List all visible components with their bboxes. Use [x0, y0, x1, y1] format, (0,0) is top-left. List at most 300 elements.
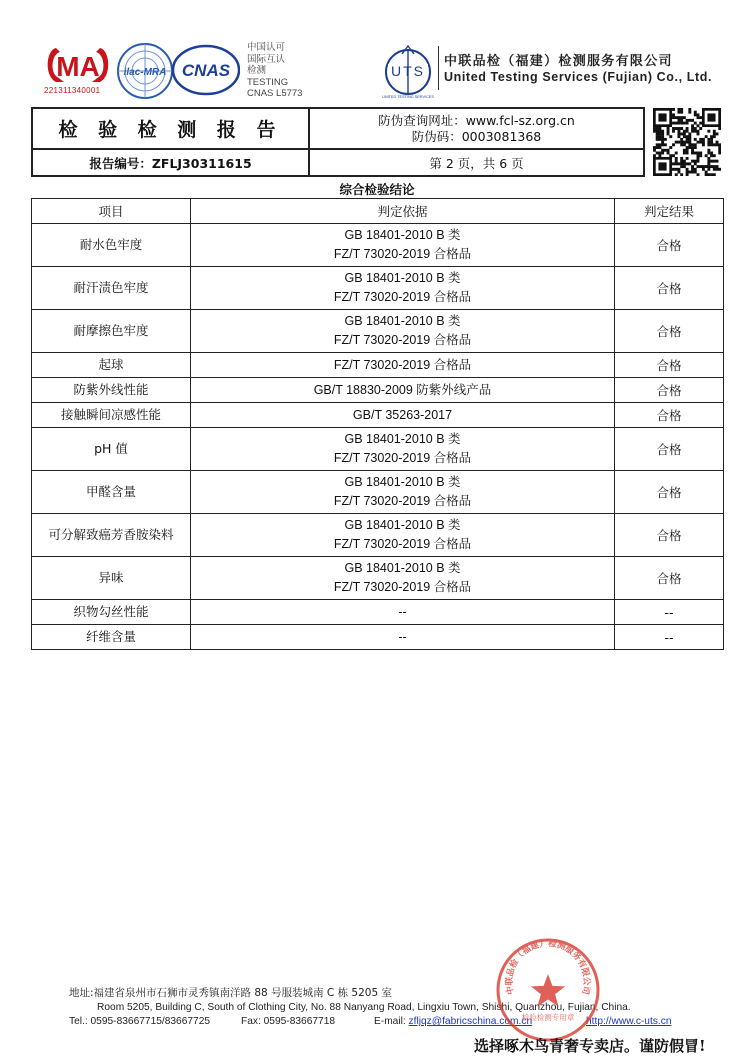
qr-module: [686, 138, 689, 141]
cnas-logo-text: CNAS: [181, 61, 231, 80]
qr-module: [675, 141, 678, 144]
table-row: [32, 403, 724, 428]
stamp-star-icon: [531, 974, 565, 1007]
qr-module: [697, 113, 700, 116]
qr-module: [688, 146, 691, 149]
row-item: 接触瞬间凉感性能: [32, 403, 191, 428]
basis-line: GB 18401-2010 B 类: [344, 271, 461, 285]
qr-module: [683, 130, 686, 133]
qr-module: [661, 132, 664, 135]
qr-module: [680, 160, 683, 163]
qr-module: [710, 152, 713, 155]
qr-module: [686, 122, 689, 125]
row-basis: [191, 378, 615, 403]
row-basis: [191, 267, 615, 310]
company-name-cn: 中联品检（福建）检测服务有限公司: [444, 54, 673, 69]
table-row: [32, 600, 724, 625]
qr-module: [672, 116, 675, 119]
row-result: 合格: [615, 353, 724, 378]
qr-module: [707, 173, 710, 176]
qr-module: [672, 127, 675, 130]
qr-module: [710, 141, 713, 144]
row-item: 可分解致癌芳香胺染料: [32, 514, 191, 557]
cnas-caption-line: 中国认可: [247, 42, 286, 53]
table-row: [32, 625, 724, 650]
row-item: 起球: [32, 353, 191, 378]
qr-module: [656, 127, 659, 130]
qr-module: [705, 135, 708, 138]
qr-module: [658, 152, 661, 155]
qr-module: [664, 143, 667, 146]
qr-module: [694, 122, 697, 125]
qr-module: [691, 130, 694, 133]
column-header-item: 项目: [32, 199, 191, 224]
qr-finder-pattern: [658, 113, 666, 121]
qr-module: [658, 130, 661, 133]
qr-module: [667, 130, 670, 133]
qr-module: [713, 132, 716, 135]
qr-module: [713, 154, 716, 157]
qr-module: [718, 143, 721, 146]
email-link[interactable]: zfljqz@fabricschina.com.cn: [408, 1016, 533, 1027]
basis-line: --: [398, 604, 407, 619]
qr-module: [710, 160, 713, 163]
qr-module: [699, 116, 702, 119]
column-header-result: 判定结果: [615, 199, 724, 224]
qr-module: [677, 171, 680, 174]
qr-module: [707, 168, 710, 171]
qr-module: [699, 152, 702, 155]
qr-module: [710, 143, 713, 146]
qr-module: [658, 154, 661, 157]
basis-line: GB 18401-2010 B 类: [344, 475, 461, 489]
qr-module: [699, 141, 702, 144]
row-basis: [191, 600, 615, 625]
qr-module: [702, 168, 705, 171]
qr-module: [653, 154, 656, 157]
qr-code-icon[interactable]: [653, 108, 721, 176]
row-basis: [191, 353, 615, 378]
qr-module: [680, 132, 683, 135]
qr-module: [686, 157, 689, 160]
qr-module: [683, 160, 686, 163]
qr-module: [691, 119, 694, 122]
qr-module: [699, 138, 702, 141]
qr-module: [683, 165, 686, 168]
qr-module: [686, 141, 689, 144]
qr-module: [705, 165, 708, 168]
qr-module: [688, 119, 691, 122]
qr-module: [672, 113, 675, 116]
table-header-row: [32, 199, 724, 224]
qr-module: [686, 146, 689, 149]
qr-module: [713, 160, 716, 163]
basis-line: GB 18401-2010 B 类: [344, 561, 461, 575]
qr-module: [683, 162, 686, 165]
qr-module: [686, 173, 689, 176]
verify-website: 防伪查询网址：www.fcl-sz.org.cn: [378, 113, 575, 128]
table-row: [32, 224, 724, 267]
qr-module: [713, 173, 716, 176]
qr-module: [683, 152, 686, 155]
qr-module: [677, 127, 680, 130]
qr-module: [713, 130, 716, 133]
row-basis: [191, 514, 615, 557]
ilac-mra-logo: [116, 42, 174, 100]
basis-line: GB 18401-2010 B 类: [344, 314, 461, 328]
row-result: 合格: [615, 378, 724, 403]
qr-module: [707, 157, 710, 160]
qr-module: [697, 160, 700, 163]
qr-module: [710, 154, 713, 157]
qr-module: [718, 149, 721, 152]
qr-module: [694, 138, 697, 141]
qr-module: [680, 116, 683, 119]
qr-module: [664, 149, 667, 152]
qr-module: [716, 160, 719, 163]
qr-module: [680, 165, 683, 168]
qr-module: [691, 160, 694, 163]
qr-module: [658, 143, 661, 146]
basis-line: FZ/T 73020-2019 合格品: [333, 357, 472, 372]
basis-line: FZ/T 73020-2019 合格品: [333, 451, 472, 465]
qr-module: [705, 171, 708, 174]
qr-module: [680, 141, 683, 144]
cnas-logo: [172, 44, 240, 96]
qr-module: [707, 143, 710, 146]
qr-module: [688, 108, 691, 111]
qr-module: [688, 111, 691, 114]
row-result: 合格: [615, 403, 724, 428]
row-item: 甲醛含量: [32, 471, 191, 514]
qr-module: [672, 108, 675, 111]
qr-module: [702, 138, 705, 141]
qr-module: [713, 143, 716, 146]
report-title-box: [31, 107, 645, 177]
row-item: 耐汗渍色牢度: [32, 267, 191, 310]
row-result: 合格: [615, 428, 724, 471]
qr-module: [683, 143, 686, 146]
qr-module: [713, 165, 716, 168]
row-result: 合格: [615, 557, 724, 600]
section-title: 综合检验结论: [339, 182, 415, 197]
qr-module: [686, 168, 689, 171]
qr-module: [677, 116, 680, 119]
qr-module: [658, 138, 661, 141]
table-row: [32, 428, 724, 471]
basis-line: FZ/T 73020-2019 合格品: [333, 290, 472, 304]
row-item: 防紫外线性能: [32, 378, 191, 403]
qr-module: [677, 168, 680, 171]
shop-watermark: 选择啄木鸟青奢专卖店。谨防假冒!: [474, 1037, 706, 1055]
qr-module: [710, 173, 713, 176]
qr-module: [705, 154, 708, 157]
qr-module: [675, 116, 678, 119]
qr-module: [658, 132, 661, 135]
qr-module: [705, 173, 708, 176]
qr-module: [697, 152, 700, 155]
cnas-caption: [247, 42, 302, 100]
qr-module: [688, 141, 691, 144]
row-basis: [191, 428, 615, 471]
qr-module: [713, 135, 716, 138]
qr-module: [707, 152, 710, 155]
cma-logo-text: MA: [56, 51, 100, 82]
footer-fax: Fax: 0595-83667718: [241, 1016, 336, 1027]
qr-module: [656, 152, 659, 155]
qr-module: [680, 173, 683, 176]
qr-module: [675, 127, 678, 130]
email-label: E-mail:: [374, 1016, 406, 1027]
qr-module: [710, 165, 713, 168]
qr-module: [656, 138, 659, 141]
company-name-en: United Testing Services (Fujian) Co., Ltd.: [444, 70, 713, 84]
qr-module: [653, 149, 656, 152]
qr-module: [691, 127, 694, 130]
row-item: 织物勾丝性能: [32, 600, 191, 625]
qr-module: [677, 132, 680, 135]
qr-module: [694, 146, 697, 149]
qr-module: [672, 130, 675, 133]
qr-module: [680, 122, 683, 125]
footer-address-en: Room 5205, Building C, South of Clothing City, No. 88 Nanyang Road, Lingxiu Town, Shishi, Quanzhou, Fujian, China.: [97, 1002, 631, 1013]
qr-module: [656, 146, 659, 149]
qr-module: [713, 168, 716, 171]
table-row: [32, 471, 724, 514]
basis-line: FZ/T 73020-2019 合格品: [333, 494, 472, 508]
qr-module: [691, 149, 694, 152]
qr-module: [716, 168, 719, 171]
qr-module: [675, 162, 678, 165]
qr-module: [656, 143, 659, 146]
qr-module: [680, 143, 683, 146]
table-row: [32, 378, 724, 403]
row-result: 合格: [615, 267, 724, 310]
qr-module: [677, 122, 680, 125]
qr-module: [691, 143, 694, 146]
report-number: 报告编号：ZFLJ30311615: [89, 155, 252, 171]
qr-module: [672, 162, 675, 165]
qr-module: [677, 130, 680, 133]
qr-module: [672, 122, 675, 125]
stamp-subtext: 检验检测专用章: [521, 1013, 575, 1022]
qr-module: [672, 143, 675, 146]
cnas-caption-line: 检测: [247, 65, 267, 76]
qr-module: [686, 130, 689, 133]
qr-module: [707, 160, 710, 163]
qr-module: [672, 168, 675, 171]
qr-module: [694, 162, 697, 165]
qr-module: [686, 162, 689, 165]
qr-module: [683, 135, 686, 138]
basis-line: FZ/T 73020-2019 合格品: [333, 333, 472, 347]
qr-module: [686, 152, 689, 155]
stamp-arc-text: 中联品检（福建）检测服务有限公司: [504, 938, 592, 996]
qr-module: [667, 152, 670, 155]
row-basis: [191, 557, 615, 600]
qr-module: [675, 160, 678, 163]
basis-line: GB 18401-2010 B 类: [344, 432, 461, 446]
qr-module: [658, 135, 661, 138]
qr-module: [691, 146, 694, 149]
basis-line: FZ/T 73020-2019 合格品: [333, 580, 472, 594]
row-item: 耐摩擦色牢度: [32, 310, 191, 353]
qr-module: [688, 138, 691, 141]
table-row: [32, 353, 724, 378]
cnas-caption-line: 国际互认: [247, 53, 286, 65]
qr-module: [667, 127, 670, 130]
qr-module: [707, 149, 710, 152]
qr-module: [680, 108, 683, 111]
qr-module: [694, 168, 697, 171]
qr-module: [680, 162, 683, 165]
qr-module: [697, 130, 700, 133]
qr-module: [699, 127, 702, 130]
footer-telephone: Tel.: 0595-83667715/83667725: [69, 1016, 211, 1027]
conclusion-table: [31, 198, 724, 650]
qr-module: [653, 130, 656, 133]
qr-module: [707, 130, 710, 133]
qr-module: [691, 124, 694, 127]
qr-module: [694, 111, 697, 114]
qr-module: [669, 146, 672, 149]
qr-module: [694, 160, 697, 163]
basis-line: GB/T 35263-2017: [352, 407, 453, 422]
qr-module: [688, 171, 691, 174]
row-basis: [191, 224, 615, 267]
qr-module: [683, 132, 686, 135]
qr-module: [697, 154, 700, 157]
row-result: --: [615, 600, 724, 625]
qr-module: [661, 143, 664, 146]
ilac-logo-text: ilac-MRA: [123, 67, 167, 78]
qr-module: [716, 141, 719, 144]
qr-module: [667, 132, 670, 135]
page-indicator: 第 2 页，共 6 页: [429, 155, 524, 171]
qr-module: [694, 152, 697, 155]
qr-module: [710, 138, 713, 141]
qr-module: [718, 168, 721, 171]
qr-module: [661, 149, 664, 152]
qr-module: [716, 165, 719, 168]
qr-module: [680, 157, 683, 160]
qr-module: [697, 173, 700, 176]
qr-module: [694, 130, 697, 133]
logo-divider: [438, 46, 439, 90]
basis-line: FZ/T 73020-2019 合格品: [333, 537, 472, 551]
qr-module: [675, 122, 678, 125]
qr-module: [694, 113, 697, 116]
qr-module: [691, 165, 694, 168]
qr-module: [664, 138, 667, 141]
verify-code: 防伪码：0003081368: [411, 129, 542, 144]
qr-module: [688, 132, 691, 135]
qr-module: [661, 138, 664, 141]
qr-module: [661, 141, 664, 144]
qr-module: [707, 162, 710, 165]
qr-module: [697, 165, 700, 168]
qr-module: [707, 165, 710, 168]
qr-module: [675, 152, 678, 155]
qr-module: [710, 135, 713, 138]
qr-module: [694, 171, 697, 174]
qr-module: [686, 127, 689, 130]
qr-module: [661, 152, 664, 155]
qr-module: [677, 119, 680, 122]
qr-module: [675, 168, 678, 171]
qr-module: [716, 143, 719, 146]
qr-module: [694, 127, 697, 130]
qr-module: [677, 108, 680, 111]
basis-line: GB 18401-2010 B 类: [344, 518, 461, 532]
website-link[interactable]: http://www.c-uts.cn: [586, 1016, 672, 1027]
qr-module: [702, 141, 705, 144]
qr-module: [718, 146, 721, 149]
qr-module: [686, 135, 689, 138]
row-result: 合格: [615, 310, 724, 353]
qr-module: [683, 141, 686, 144]
qr-module: [672, 154, 675, 157]
qr-module: [658, 127, 661, 130]
qr-module: [677, 111, 680, 114]
qr-module: [691, 168, 694, 171]
qr-module: [702, 165, 705, 168]
row-result: 合格: [615, 471, 724, 514]
uts-logo-text: UTS: [391, 63, 425, 79]
row-basis: [191, 471, 615, 514]
table-row: [32, 310, 724, 353]
table-row: [32, 267, 724, 310]
basis-line: FZ/T 73020-2019 合格品: [333, 247, 472, 261]
qr-module: [699, 154, 702, 157]
qr-module: [661, 135, 664, 138]
row-item: 异味: [32, 557, 191, 600]
qr-module: [677, 141, 680, 144]
qr-module: [683, 149, 686, 152]
qr-module: [718, 127, 721, 130]
qr-module: [656, 135, 659, 138]
row-result: 合格: [615, 514, 724, 557]
basis-line: GB/T 18830-2009 防紫外线产品: [313, 382, 492, 397]
row-result: 合格: [615, 224, 724, 267]
row-basis: [191, 310, 615, 353]
row-item: 耐水色牢度: [32, 224, 191, 267]
row-result: --: [615, 625, 724, 650]
qr-module: [694, 143, 697, 146]
qr-module: [677, 162, 680, 165]
uts-logo: [380, 42, 436, 100]
basis-line: GB 18401-2010 B 类: [344, 228, 461, 242]
qr-module: [683, 116, 686, 119]
table-row: [32, 557, 724, 600]
qr-module: [653, 127, 656, 130]
footer-address-cn: 地址:福建省泉州市石狮市灵秀镇南洋路 88 号服装城南 C 栋 5205 室: [69, 987, 392, 999]
qr-module: [697, 124, 700, 127]
qr-module: [669, 135, 672, 138]
qr-module: [686, 171, 689, 174]
qr-module: [667, 149, 670, 152]
row-basis: [191, 625, 615, 650]
qr-module: [686, 149, 689, 152]
qr-module: [718, 152, 721, 155]
uts-ring-text: UNITED TESTING SERVICES: [382, 95, 434, 99]
qr-module: [697, 141, 700, 144]
qr-module: [680, 127, 683, 130]
row-item: 纤维含量: [32, 625, 191, 650]
qr-finder-pattern: [658, 162, 666, 170]
qr-module: [707, 141, 710, 144]
cnas-caption-line: TESTING: [247, 76, 289, 88]
